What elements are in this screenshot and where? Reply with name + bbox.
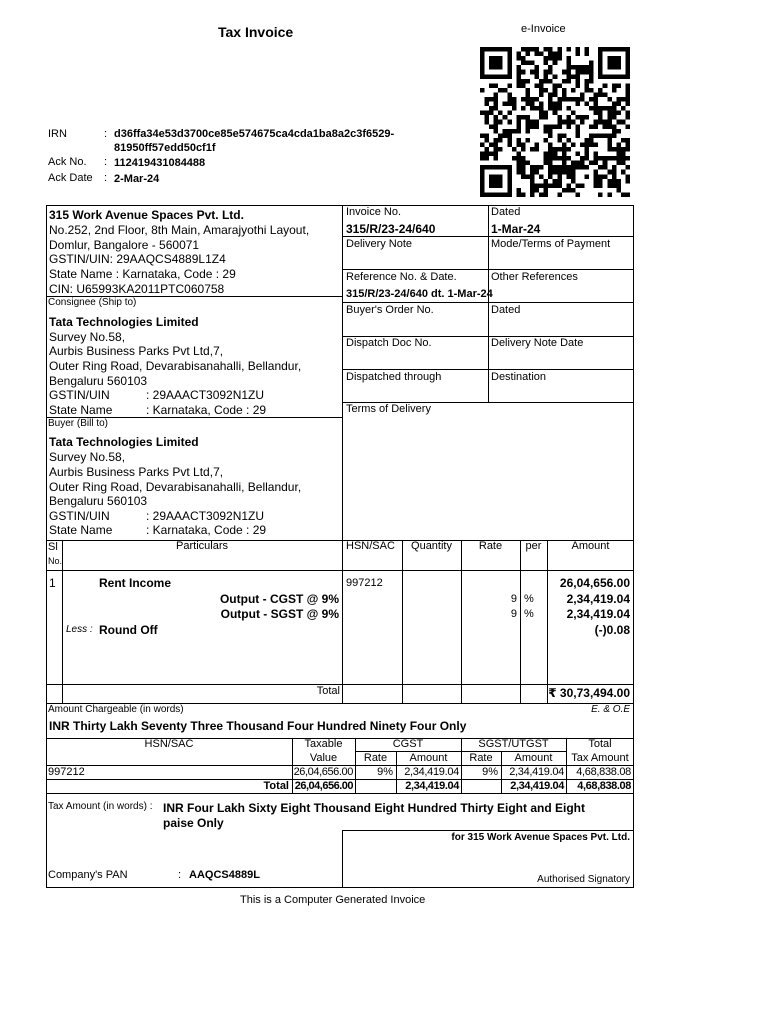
order-dated-label: Dated: [491, 304, 521, 316]
invoice-no-label: Invoice No.: [346, 206, 402, 218]
tax-cgst-header: CGST: [392, 738, 424, 750]
col-quantity-header: Quantity: [411, 540, 452, 552]
ack-date-value: 2-Mar-24: [114, 173, 160, 185]
dated-label: Dated: [491, 206, 521, 218]
einvoice-qr-code: [480, 47, 630, 197]
tax-words-line1: INR Four Lakh Sixty Eight Thousand Eight Hundred Thirty Eight and Eight: [163, 801, 585, 815]
seller-address-line1: No.252, 2nd Floor, 8th Main, Amarajyothi Layout,: [49, 223, 310, 237]
amount-words-value: INR Thirty Lakh Seventy Three Thousand Four Hundred Ninety Four Only: [49, 719, 467, 733]
cgst-rate-header: Rate: [363, 752, 388, 764]
consignee-address-line2: Aurbis Business Parks Pvt Ltd,7,: [49, 344, 224, 358]
round-off-amount: (-)0.08: [594, 623, 630, 637]
irn-value-line1: d36ffa34e53d3700ce85e574675ca4cda1ba8a2c3f6529-: [114, 128, 395, 140]
reference-value: 315/R/23-24/640 dt. 1-Mar-24: [346, 288, 493, 300]
cgst-label: Output - CGST @ 9%: [219, 592, 339, 606]
buyer-gstin-label: GSTIN/UIN: [49, 509, 110, 523]
dispatched-through-label: Dispatched through: [346, 371, 442, 383]
sgst-amount-header: Amount: [514, 752, 553, 764]
buyer-state-value: : Karnataka, Code : 29: [146, 523, 267, 537]
col-per-header: per: [525, 540, 542, 552]
reference-label: Reference No. & Date.: [346, 271, 457, 283]
seller-cin: CIN: U65993KA2011PTC060758: [49, 282, 225, 296]
col-amount-header: Amount: [571, 540, 610, 552]
tax-sgst-header: SGST/UTGST: [478, 738, 549, 750]
tax-total-sgst: 2,34,419.04: [510, 780, 564, 792]
sgst-rate-header: Rate: [469, 752, 493, 764]
delivery-note-date-label: Delivery Note Date: [491, 337, 584, 349]
ack-date-label: Ack Date: [48, 172, 93, 184]
tax-hsn-header: HSN/SAC: [144, 738, 194, 750]
mode-terms-label: Mode/Terms of Payment: [491, 238, 611, 250]
buyer-gstin-value: : 29AAACT3092N1ZU: [146, 509, 265, 523]
round-off-less-label: Less :: [66, 624, 93, 635]
buyer-address-line4: Bengaluru 560103: [49, 494, 148, 508]
col-rate-header: Rate: [478, 540, 503, 552]
tax-total-header-line1: Total: [588, 738, 612, 750]
dispatch-doc-label: Dispatch Doc No.: [346, 337, 432, 349]
tax-total-label: Total: [263, 780, 289, 792]
item-amount: 26,04,656.00: [559, 576, 630, 590]
invoice-no-value: 315/R/23-24/640: [346, 222, 436, 236]
other-references-label: Other References: [491, 271, 578, 283]
col-particulars-header: Particulars: [176, 540, 228, 552]
consignee-gstin-value: : 29AAACT3092N1ZU: [146, 388, 265, 402]
sgst-per: %: [524, 608, 534, 620]
amount-words-label: Amount Chargeable (in words): [48, 704, 184, 715]
tax-words-label: Tax Amount (in words) :: [48, 801, 153, 812]
buyer-name: Tata Technologies Limited: [49, 435, 199, 449]
seller-state: State Name : Karnataka, Code : 29: [49, 267, 236, 281]
tax-row-taxable: 26,04,656.00: [293, 766, 353, 778]
eoe-label: E. & O.E: [591, 704, 630, 715]
cgst-per: %: [524, 593, 534, 605]
tax-row-hsn: 997212: [48, 766, 85, 778]
sgst-amount: 2,34,419.04: [566, 607, 630, 621]
tax-row-cgst-amount: 2,34,419.04: [404, 766, 459, 778]
pan-colon: :: [178, 869, 182, 881]
item-particular: Rent Income: [99, 576, 172, 590]
buyers-order-label: Buyer's Order No.: [346, 304, 434, 316]
pan-label: Company's PAN: [48, 869, 128, 881]
for-company: for 315 Work Avenue Spaces Pvt. Ltd.: [451, 832, 630, 843]
dated-value: 1-Mar-24: [491, 222, 541, 236]
consignee-state-value: : Karnataka, Code : 29: [146, 403, 267, 417]
tax-words-line2: paise Only: [163, 816, 224, 830]
ack-no-colon: :: [104, 156, 108, 168]
buyer-address-line3: Outer Ring Road, Devarabisanahalli, Bellandur,: [49, 480, 302, 494]
col-sl-header: Sl: [48, 541, 58, 553]
items-total-amount: ₹ 30,73,494.00: [548, 686, 630, 700]
seller-address-line2: Domlur, Bangalore - 560071: [49, 238, 200, 252]
tax-taxable-header-line1: Taxable: [304, 738, 343, 750]
buyer-section-label: Buyer (Bill to): [48, 418, 109, 429]
irn-value-line2: 81950ff57edd50cf1f: [114, 142, 216, 154]
item-hsn: 997212: [346, 577, 383, 589]
consignee-address-line3: Outer Ring Road, Devarabisanahalli, Bellandur,: [49, 359, 302, 373]
consignee-name: Tata Technologies Limited: [49, 315, 199, 329]
tax-row-sgst-rate: 9%: [482, 766, 498, 778]
delivery-note-label: Delivery Note: [346, 238, 413, 250]
consignee-address-line1: Survey No.58,: [49, 330, 126, 344]
cgst-amount: 2,34,419.04: [566, 592, 630, 606]
consignee-gstin-label: GSTIN/UIN: [49, 388, 110, 402]
ack-no-value: 112419431084488: [114, 157, 206, 169]
sgst-label: Output - SGST @ 9%: [220, 607, 339, 621]
tax-total-amount: 4,68,838.08: [577, 780, 631, 792]
ack-date-colon: :: [104, 172, 108, 184]
destination-label: Destination: [491, 371, 547, 383]
col-hsn-header: HSN/SAC: [346, 540, 395, 552]
tax-row-total: 4,68,838.08: [576, 766, 631, 778]
consignee-state-label: State Name: [49, 403, 113, 417]
computer-generated-note: This is a Computer Generated Invoice: [240, 894, 426, 906]
seller-gstin: GSTIN/UIN: 29AAQCS4889L1Z4: [49, 252, 226, 266]
tax-total-header-line2: Tax Amount: [571, 752, 629, 764]
consignee-address-line4: Bengaluru 560103: [49, 374, 148, 388]
cgst-amount-header: Amount: [409, 752, 448, 764]
round-off-label: Round Off: [99, 623, 158, 637]
tax-row-sgst-amount: 2,34,419.04: [509, 766, 564, 778]
buyer-address-line1: Survey No.58,: [49, 450, 126, 464]
irn-label: IRN: [48, 128, 67, 140]
irn-colon: :: [104, 128, 108, 140]
tax-taxable-header-line2: Value: [309, 752, 338, 764]
einvoice-label: e-Invoice: [521, 23, 566, 35]
tax-row-cgst-rate: 9%: [377, 766, 393, 778]
buyer-state-label: State Name: [49, 523, 113, 537]
authorised-signatory: Authorised Signatory: [537, 874, 630, 885]
sgst-rate: 9: [510, 608, 517, 620]
consignee-section-label: Consignee (Ship to): [48, 297, 137, 308]
cgst-rate: 9: [510, 593, 517, 605]
item-sl: 1: [49, 576, 56, 590]
items-total-label: Total: [316, 685, 340, 697]
buyer-address-line2: Aurbis Business Parks Pvt Ltd,7,: [49, 465, 224, 479]
tax-total-cgst: 2,34,419.04: [405, 780, 459, 792]
terms-of-delivery-label: Terms of Delivery: [346, 403, 431, 415]
invoice-title: Tax Invoice: [218, 24, 294, 40]
pan-value: AAQCS4889L: [189, 869, 260, 881]
seller-name: 315 Work Avenue Spaces Pvt. Ltd.: [49, 208, 244, 222]
col-no-header: No.: [48, 556, 63, 566]
tax-total-taxable: 26,04,656.00: [294, 780, 353, 792]
ack-no-label: Ack No.: [48, 156, 87, 168]
